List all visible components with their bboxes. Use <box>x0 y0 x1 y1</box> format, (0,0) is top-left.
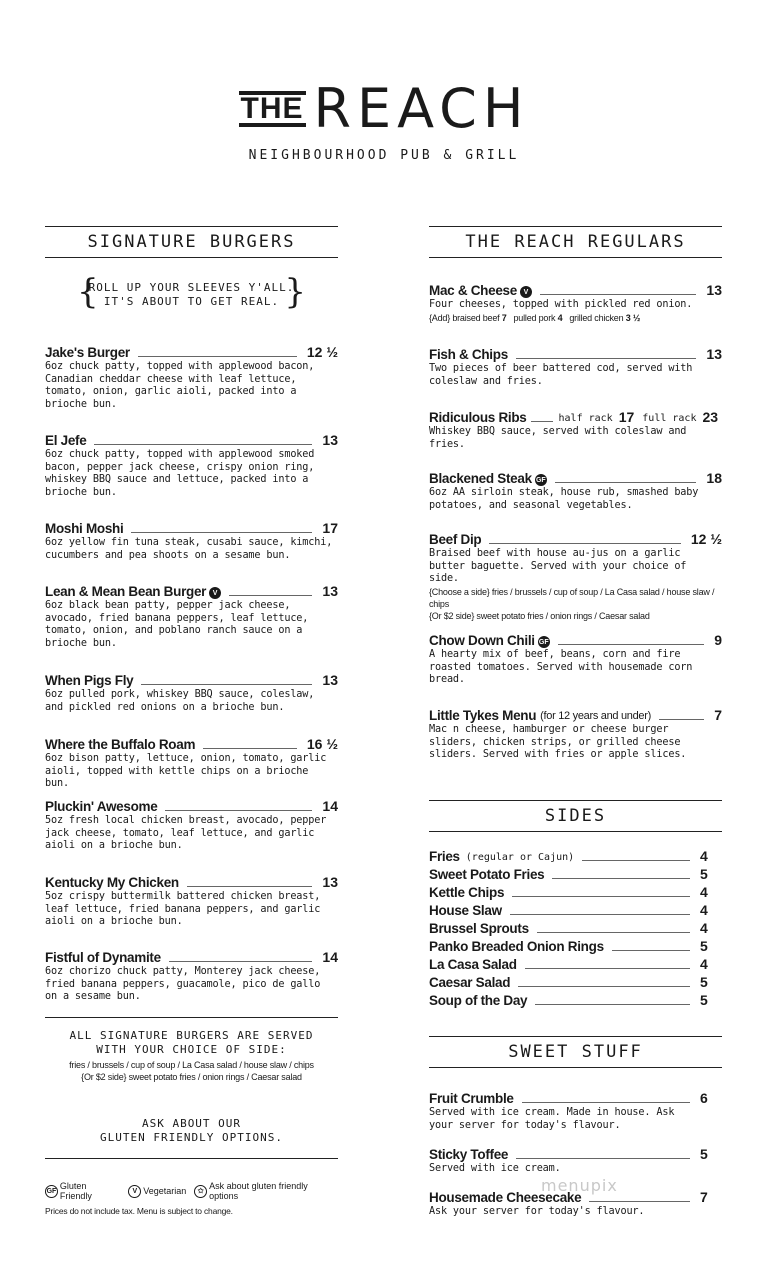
item-price: 7 <box>700 1189 708 1205</box>
item-price: 13 <box>322 583 338 599</box>
item-addons: {Add} braised beef 7 pulled pork 4 grilled chicken 3 ½ <box>429 312 641 323</box>
divider <box>45 1158 338 1159</box>
item-name: El Jefe <box>45 433 87 448</box>
list-item: Caesar Salad 5 <box>429 974 708 990</box>
served-line-1: ALL SIGNATURE BURGERS ARE SERVED <box>69 1029 314 1042</box>
item-price: 13 <box>322 874 338 890</box>
item-name: Ridiculous Ribs <box>429 410 527 425</box>
disclaimer: Prices do not include tax. Menu is subject to change. <box>45 1206 233 1216</box>
menu-item <box>429 632 722 687</box>
item-name: Jake's Burger <box>45 345 130 360</box>
item-desc: Braised beef with house au-jus on a garlic butter baguette. Served with your choice of side. <box>429 548 687 584</box>
gluten-line-1: ASK ABOUT OUR <box>141 1117 242 1130</box>
intro-line-2: IT'S ABOUT TO GET REAL. <box>103 295 280 308</box>
menu-item <box>45 949 338 1004</box>
item-desc: 5oz fresh local chicken breast, avocado, pepper jack cheese, tomato, leaf lettuce, and garlic aioli on a brioche bun. <box>45 815 327 851</box>
menu-item <box>429 531 722 622</box>
logo-the: THE <box>240 92 304 125</box>
item-name: Moshi Moshi <box>45 521 124 536</box>
item-name: Kentucky My Chicken <box>45 875 179 890</box>
burgers-title: SIGNATURE BURGERS <box>45 226 338 258</box>
item-price: 13 <box>322 432 338 448</box>
item-name: Fish & Chips <box>429 347 508 362</box>
item-sides-2: {Or $2 side} sweet potato fries / onion rings / Caesar salad <box>429 610 650 621</box>
list-item: Fries (regular or Cajun) 4 <box>429 848 708 864</box>
item-desc: 5oz crispy buttermilk battered chicken breast, leaf lettuce, fried banana peppers, and garlic aioli on a brioche bun. <box>45 891 321 927</box>
legend-gf-label: Gluten Friendly <box>59 1181 92 1201</box>
menu-item <box>45 432 338 499</box>
half-rack-price: 17 <box>618 409 635 425</box>
list-item: Brussel Sprouts 4 <box>429 920 708 936</box>
item-desc: 6oz chuck patty, topped with applewood smoked bacon, pepper jack cheese, crispy onion ring, whiskey BBQ sauce and lettuce, packed into a brioche bun. <box>45 449 315 498</box>
item-price: 12 ½ <box>690 531 722 547</box>
item-name: When Pigs Fly <box>45 673 134 688</box>
item-name: Blackened Steak <box>429 471 532 486</box>
item-name: Chow Down Chili <box>429 633 535 648</box>
sides-title: SIDES <box>429 800 722 832</box>
item-desc: 6oz AA sirloin steak, house rub, smashed baby potatoes, and seasonal vegetables. <box>429 487 699 511</box>
star-icon: ✩ <box>194 1185 207 1198</box>
menu-item <box>429 1090 722 1132</box>
item-name: Fistful of Dynamite <box>45 950 161 965</box>
item-desc: 6oz chuck patty, topped with applewood bacon, Canadian cheddar cheese with leaf lettuce, tomato, onion, garlic aioli, packed into a brioche bun. <box>45 361 315 410</box>
gluten-friendly-icon: GF <box>535 474 547 486</box>
item-desc: 6oz yellow fin tuna steak, cusabi sauce, kimchi, cucumbers and pea shoots on a sesame bun. <box>45 537 333 561</box>
sides-list <box>429 846 722 1008</box>
menu-item <box>45 798 338 853</box>
item-desc: A hearty mix of beef, beans, corn and fire roasted tomatoes. Served with housemade corn bread. <box>429 649 693 685</box>
item-desc: Two pieces of beer battered cod, served with coleslaw and fries. <box>429 363 693 387</box>
item-name: Fruit Crumble <box>429 1091 514 1106</box>
item-name: Where the Buffalo Roam <box>45 737 196 752</box>
list-item: Panko Breaded Onion Rings 5 <box>429 938 708 954</box>
watermark: menupix <box>541 1176 618 1195</box>
menu-item <box>429 282 722 324</box>
tagline: NEIGHBOURHOOD PUB & GRILL <box>248 148 520 163</box>
legend-ask-label: Ask about gluten friendly options <box>209 1181 308 1201</box>
logo-reach: REACH <box>313 77 530 140</box>
served-line-2: WITH YOUR CHOICE OF SIDE: <box>96 1043 287 1056</box>
item-price: 13 <box>706 346 722 362</box>
full-rack-label: full rack <box>642 413 697 424</box>
legend-v-label: Vegetarian <box>143 1186 187 1196</box>
item-desc: Mac n cheese, hamburger or cheese burger sliders, chicken strips, or grilled cheese sliders. Served with fries or apple slices. <box>429 724 687 760</box>
full-rack-price: 23 <box>702 409 719 425</box>
item-price: 14 <box>322 949 338 965</box>
vegetarian-icon: V <box>209 587 221 599</box>
vegetarian-icon: V <box>128 1185 141 1198</box>
burgers-column <box>45 226 338 1216</box>
item-name: Little Tykes Menu <box>429 708 537 723</box>
gluten-friendly-icon: GF <box>45 1185 58 1198</box>
vegetarian-icon: V <box>520 286 532 298</box>
served-with-note <box>45 1029 338 1083</box>
item-name: Housemade Cheesecake <box>429 1190 582 1205</box>
list-item: House Slaw 4 <box>429 902 708 918</box>
item-price: 14 <box>322 798 338 814</box>
menu-item <box>45 672 338 714</box>
item-name: Beef Dip <box>429 532 482 547</box>
half-rack-label: half rack <box>558 413 613 424</box>
item-desc: 6oz chorizo chuck patty, Monterey jack cheese, fried banana peppers, guacamole, pico de gallo on a sesame bun. <box>45 966 321 1002</box>
menu-item <box>429 707 722 762</box>
item-name: Mac & Cheese <box>429 283 517 298</box>
served-sides-2: {Or $2 side} sweet potato fries / onion rings / Caesar salad <box>81 1072 302 1082</box>
item-name: Pluckin' Awesome <box>45 799 158 814</box>
item-desc: Whiskey BBQ sauce, served with coleslaw and fries. <box>429 426 687 450</box>
item-desc: Served with ice cream. Made in house. Ask your server for today's flavour. <box>429 1107 675 1131</box>
list-item: Kettle Chips 4 <box>429 884 708 900</box>
item-desc: 6oz bison patty, lettuce, onion, tomato, garlic aioli, topped with kettle chips on a brioche bun. <box>45 753 327 789</box>
regulars-title: THE REACH REGULARS <box>429 226 722 258</box>
menu-item <box>45 520 338 562</box>
menu-item <box>45 736 338 791</box>
logo <box>0 77 768 140</box>
burgers-intro <box>45 272 338 312</box>
menu-item <box>45 344 338 411</box>
menu-item <box>429 346 722 388</box>
served-sides-1: fries / brussels / cup of soup / La Casa salad / house slaw / chips <box>69 1060 314 1070</box>
item-price: 12 ½ <box>306 344 338 360</box>
divider <box>45 1017 338 1018</box>
item-desc: Served with ice cream. <box>429 1163 561 1174</box>
list-item: Soup of the Day 5 <box>429 992 708 1008</box>
gluten-note <box>45 1117 338 1145</box>
item-price: 16 ½ <box>306 736 338 752</box>
item-price: 13 <box>706 282 722 298</box>
item-desc: Ask your server for today's flavour. <box>429 1206 645 1217</box>
menu-item <box>45 874 338 929</box>
item-price: 13 <box>322 672 338 688</box>
intro-line-1: ROLL UP YOUR SLEEVES Y'ALL. <box>88 281 295 294</box>
item-subtitle: (for 12 years and under) <box>540 710 651 722</box>
right-brace: } <box>284 272 306 312</box>
item-price: 18 <box>706 470 722 486</box>
item-desc: 6oz black bean patty, pepper jack cheese, avocado, fried banana peppers, leaf lettuce, tomato, onion, and poblano ranch sauce on a brioche bun. <box>45 600 309 649</box>
item-name: Sticky Toffee <box>429 1147 509 1162</box>
menu-item <box>429 1146 722 1176</box>
list-item: Sweet Potato Fries 5 <box>429 866 708 882</box>
item-price: 17 <box>322 520 338 536</box>
item-name: Lean & Mean Bean Burger <box>45 584 207 599</box>
left-brace: { <box>77 272 99 312</box>
item-price: 6 <box>700 1090 708 1106</box>
item-price: 5 <box>700 1146 708 1162</box>
item-desc: 6oz pulled pork, whiskey BBQ sauce, coleslaw, and pickled red onions on a brioche bun. <box>45 689 315 713</box>
menu-item <box>45 583 338 650</box>
item-sides-1: {Choose a side} fries / brussels / cup of soup / La Casa salad / house slaw / chips <box>429 586 715 609</box>
item-price: 9 <box>714 632 722 648</box>
regulars-column <box>429 226 722 1217</box>
sweet-title: SWEET STUFF <box>429 1036 722 1068</box>
list-item: La Casa Salad 4 <box>429 956 708 972</box>
gluten-line-2: GLUTEN FRIENDLY OPTIONS. <box>100 1131 283 1144</box>
legend <box>45 1181 338 1201</box>
gluten-friendly-icon: GF <box>538 636 550 648</box>
item-desc: Four cheeses, topped with pickled red onion. <box>429 299 693 310</box>
item-note: (regular or Cajun) <box>465 852 575 863</box>
item-price: 7 <box>714 707 722 723</box>
menu-item <box>429 470 722 512</box>
menu-item <box>429 409 722 451</box>
